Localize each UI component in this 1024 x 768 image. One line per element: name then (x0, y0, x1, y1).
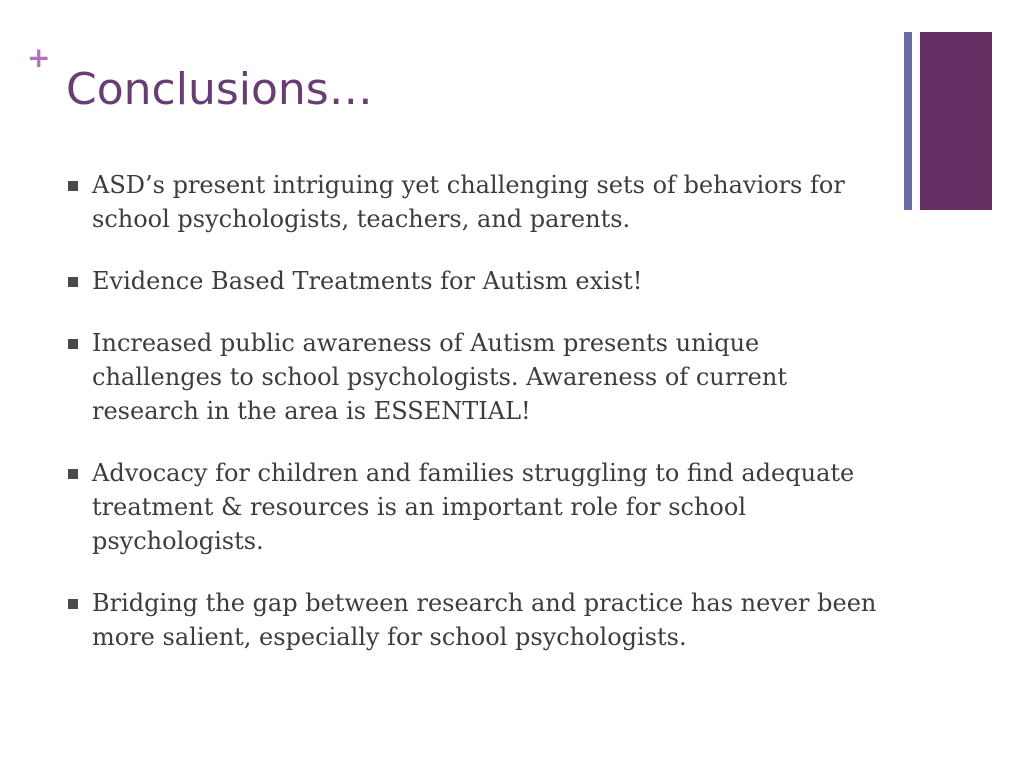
square-bullet-icon (68, 277, 78, 287)
bullet-item (66, 264, 896, 298)
bullet-item (66, 326, 896, 428)
bullet-list (66, 168, 896, 682)
plus-icon: + (27, 41, 51, 74)
accent-bar-block (920, 32, 992, 210)
bullet-text: Bridging the gap between research and practice has never been more salient, especially for school psychologists. (92, 589, 877, 651)
bullet-item (66, 456, 896, 558)
bullet-text: Evidence Based Treatments for Autism exist! (92, 267, 643, 295)
slide-title: Conclusions… (66, 64, 373, 115)
square-bullet-icon (68, 181, 78, 191)
square-bullet-icon (68, 599, 78, 609)
bullet-text: Increased public awareness of Autism presents unique challenges to school psychologists. Awareness of current research in the area is ESSENTIAL! (92, 329, 787, 425)
accent-bar-thin (904, 32, 912, 210)
bullet-text: ASD’s present intriguing yet challenging sets of behaviors for school psychologists, teachers, and parents. (92, 171, 845, 233)
square-bullet-icon (68, 339, 78, 349)
bullet-text: Advocacy for children and families struggling to find adequate treatment & resources is an important role for school psychologists. (92, 459, 855, 555)
bullet-item (66, 168, 896, 236)
square-bullet-icon (68, 469, 78, 479)
bullet-item (66, 586, 896, 654)
